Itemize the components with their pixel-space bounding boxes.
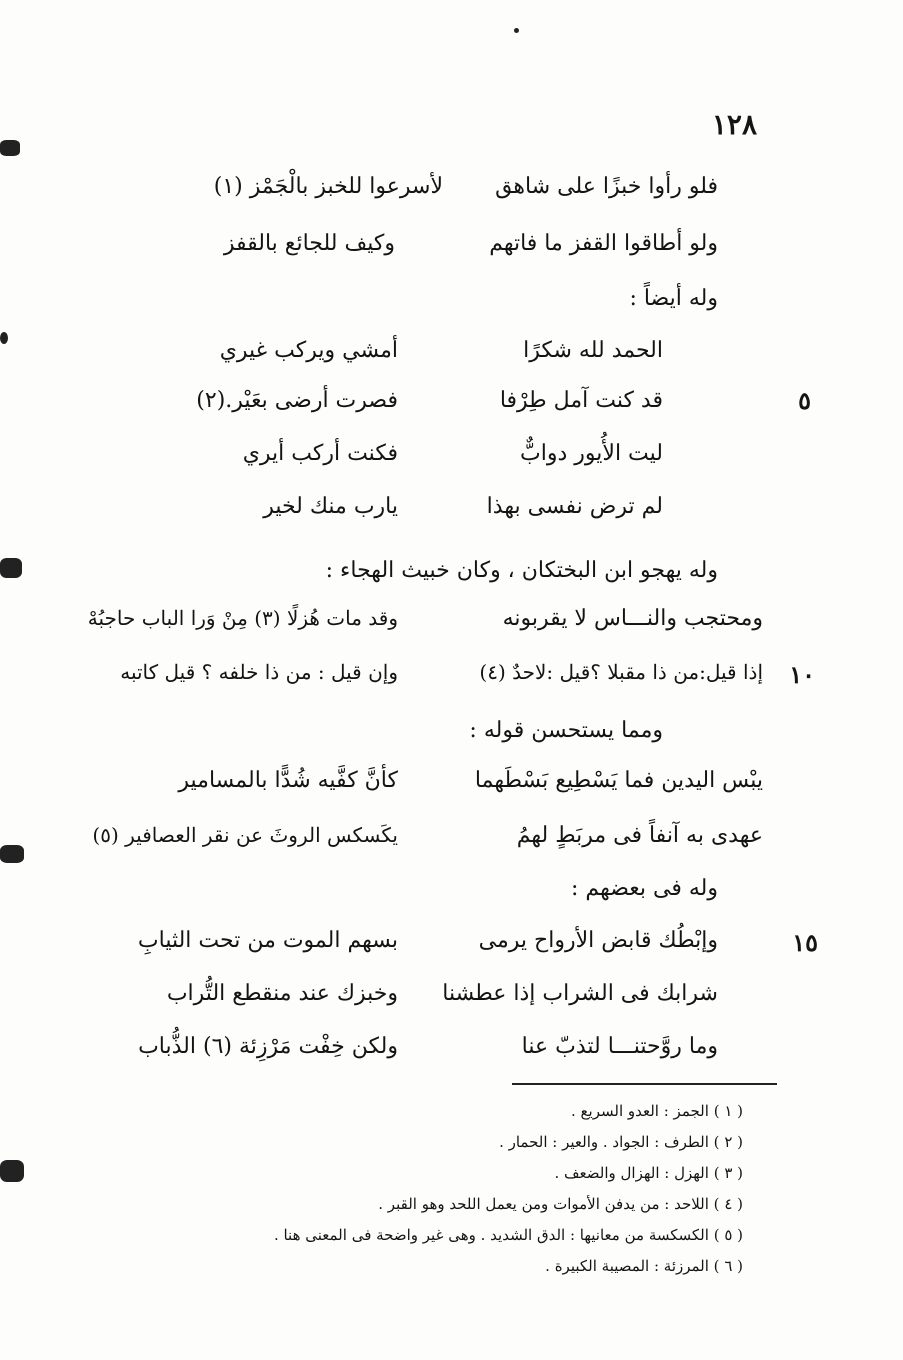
footnote: ( ٥ ) الكسكسة من معانيها : الدق الشديد . وهى غير واضحة فى المعنى هنا . — [273, 1226, 743, 1244]
binding-mark — [0, 1160, 24, 1182]
verse-hemistich-right: قد كنت آمل طِرْفا — [499, 388, 663, 413]
footnote: ( ١ ) الجمز : العدو السريع . — [571, 1102, 743, 1120]
footnote: ( ٣ ) الهزل : الهزال والضعف . — [554, 1164, 743, 1182]
section-intro: وله فى بعضهم : — [571, 876, 718, 901]
verse-hemistich-left: وقد مات هُزلًا (٣) مِنْ وَرا الباب حاجبُهْ — [87, 606, 398, 630]
section-intro: وله يهجو ابن البختكان ، وكان خبيث الهجاء : — [325, 558, 718, 583]
verse-hemistich-left: وكيف للجائع بالقفز — [223, 231, 395, 256]
verse-hemistich-right: لم ترض نفسى بهذا — [486, 494, 663, 519]
verse-hemistich-right: ليت الأُيور دوابٌّ — [520, 441, 663, 466]
verse-hemistich-right: الحمد لله شكرًا — [523, 338, 663, 363]
line-number: ٥ — [798, 386, 811, 415]
footnote: ( ٤ ) اللاحد : من يدفن الأموات ومن يعمل اللحد وهو القبر . — [378, 1195, 743, 1213]
line-number: ١٥ — [792, 928, 818, 957]
section-intro: وله أيضاً : — [629, 286, 718, 311]
verse-hemistich-right: ولو أطاقوا القفز ما فاتهم — [489, 231, 718, 256]
verse-hemistich-left: ولكن خِفْت مَرْزِئة (٦) الذُّباب — [138, 1034, 398, 1059]
binding-mark — [0, 558, 22, 578]
verse-hemistich-right: عهدى به آنفاً فى مربَطٍ لهمُ — [516, 823, 763, 848]
binding-mark — [0, 332, 8, 344]
binding-mark — [0, 845, 24, 863]
footnote: ( ٦ ) المرزئة : المصيبة الكبيرة . — [545, 1257, 743, 1275]
verse-hemistich-left: بسهم الموت من تحت الثيابِ — [137, 928, 398, 953]
footnote-divider — [512, 1083, 777, 1085]
verse-hemistich-right: إذا قيل:من ذا مقبلا ؟قيل :لاحدٌ (٤) — [479, 660, 763, 684]
verse-hemistich-right: ومحتجب والنـــاس لا يقربونه — [502, 606, 763, 631]
verse-hemistich-right: وإبْطُك قابض الأرواح يرمى — [478, 928, 718, 953]
verse-hemistich-left: فكنت أركب أيري — [242, 441, 398, 466]
verse-hemistich-left: يارب منك لخير — [263, 494, 398, 519]
verse-hemistich-right: يبْس اليدين فما يَسْطِيع بَسْطَهما — [474, 768, 763, 793]
section-intro: ومما يستحسن قوله : — [469, 718, 663, 743]
verse-hemistich-right: شرابك فى الشراب إذا عطشنا — [442, 981, 718, 1006]
verse-hemistich-left: فصرت أرضى بعَيْر.(٢) — [196, 388, 398, 413]
verse-hemistich-left: وخبزك عند منقطع التُّراب — [166, 981, 398, 1006]
page-number: ١٢٨ — [711, 108, 757, 141]
verse-hemistich-left: يكَسكس الروثَ عن نقر العصافير (٥) — [92, 823, 398, 847]
verse-hemistich-left: لأسرعوا للخبز بالْجَمْز (١) — [213, 174, 443, 199]
binding-mark — [0, 140, 20, 156]
verse-hemistich-left: وإن قيل : من ذا خلفه ؟ قيل كاتبه — [120, 660, 398, 684]
verse-hemistich-right: وما روَّحتنـــا لتذبّ عنا — [521, 1034, 718, 1059]
ink-speck — [514, 28, 519, 33]
line-number: ١٠ — [789, 660, 815, 689]
verse-hemistich-left: كأنَّ كفَّيه شُدًّا بالمسامير — [178, 768, 398, 793]
verse-hemistich-right: فلو رأوا خبزًا على شاهق — [495, 174, 718, 199]
verse-hemistich-left: أمشي ويركب غيري — [219, 338, 398, 363]
footnote: ( ٢ ) الطرف : الجواد . والعير : الحمار . — [499, 1133, 743, 1151]
